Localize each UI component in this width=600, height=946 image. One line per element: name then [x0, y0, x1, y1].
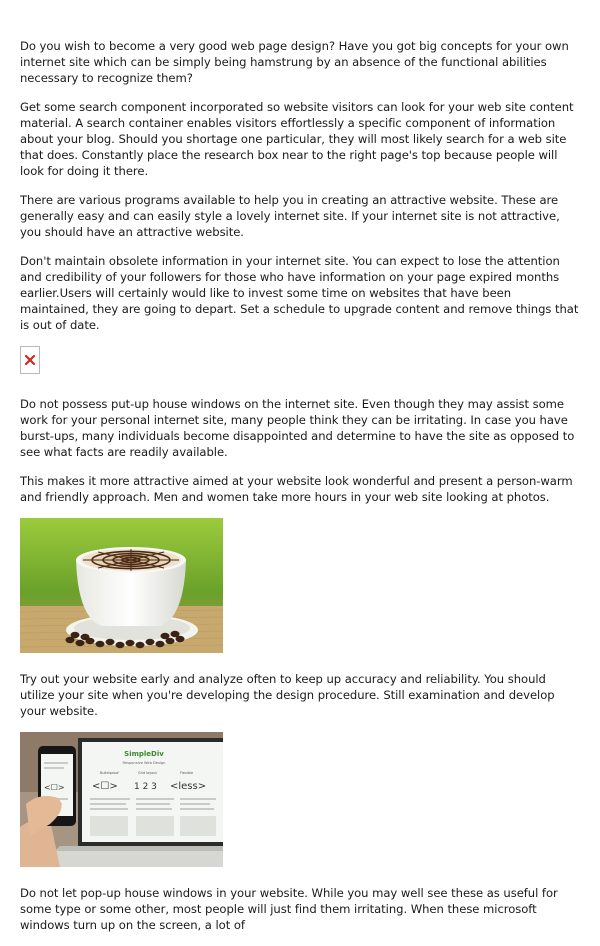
- paragraph-testing: Try out your website early and analyze often to keep up accuracy and reliability. You should utilize your site when you're developing the design procedure. Still examination and develop your website.: [20, 672, 555, 718]
- paragraph-programs: There are various programs available to help you in creating an attractive website. These are generally easy and can easily style a lovely internet site. If your internet site is not attractive, you should have an attractive website.: [20, 193, 560, 239]
- screen-less: <less>: [170, 781, 207, 792]
- paragraph-intro: Do you wish to become a very good web page design? Have you got big concepts for your own internet site which can be simply being hamstrung by an absence of the functional abilities necessary to recognize them?: [20, 39, 569, 85]
- screen-digits: 1 2 3: [134, 782, 157, 792]
- phone-screen-arrow: <☐>: [44, 783, 65, 792]
- screen-col2: Grid layout: [138, 771, 157, 775]
- paragraph-search: Get some search component incorporated so website visitors can look for your web site content material. A search container enables visitors effortlessly a specific component of information about your blog. Should you shortage one particular, they will most likely search for a web site that does. Constantly place the research box near to the right page's top because people will look for doing it there.: [20, 100, 574, 178]
- article-body: [20, 38, 582, 946]
- screen-arrow: <☐>: [92, 781, 118, 792]
- screen-tagline: Responsive Web Design: [122, 761, 166, 765]
- screen-brand: SimpleDiv: [124, 750, 164, 758]
- screen-col3: Flexible: [180, 771, 194, 775]
- screen-col1: Bulletproof: [100, 771, 119, 775]
- paragraph-photos: This makes it more attractive aimed at your website look wonderful and present a person-warm and friendly approach. Men and women take more hours in your web site looking at photos.: [20, 474, 573, 504]
- coffee-cup-photo: [20, 518, 223, 653]
- paragraph-popup-windows: Do not let pop-up house windows in your website. While you may well see these as useful for some type or some other, most people will just find them irritating. When these microsoft windows turn up on the screen, a lot of: [20, 886, 558, 932]
- paragraph-popups: Do not possess put-up house windows on the internet site. Even though they may assist some work for your personal internet site, many people think they can be irritating. In case you have burst-ups, many individuals become disappointed and determine to have the site as opposed to see what facts are readily available.: [20, 397, 575, 459]
- broken-image-icon: [24, 354, 36, 366]
- laptop-phone-photo: [20, 732, 223, 867]
- broken-image-placeholder: [20, 346, 40, 374]
- paragraph-obsolete: Don't maintain obsolete information in your internet site. You can expect to lose the attention and credibility of your followers for those who have information on your page expired months earlier.Users will certainly would like to invest some time on websites that have been maintained, they are going to depart. Set a schedule to upgrade content and remove things that is out of date.: [20, 254, 579, 332]
